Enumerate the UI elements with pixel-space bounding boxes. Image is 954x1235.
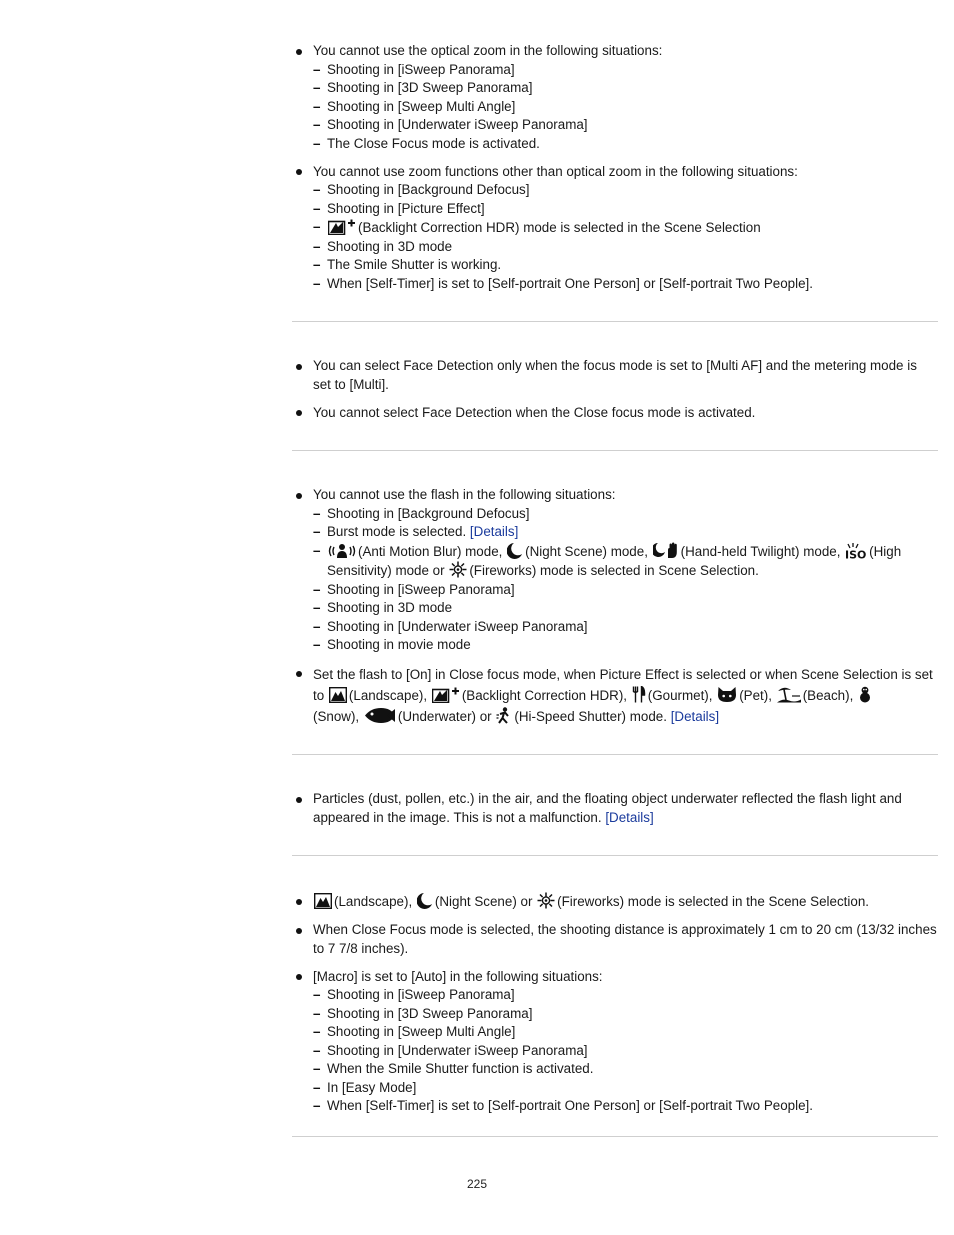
svg-text:ISO: ISO (845, 548, 867, 559)
item-text: Particles (dust, pollen, etc.) in the air, and the floating object underwater reflected the flash light and appeared in the image. This is not a malfunction. (313, 791, 902, 825)
item-text: Set the flash to [On] in Close focus mode, when Picture Effect is selected or when Scene Selection is set to (313, 667, 933, 703)
section-face-detection (292, 322, 938, 422)
sub-item: – Shooting in [Underwater iSweep Panorama] (313, 116, 938, 135)
hi-speed-shutter-icon (496, 707, 512, 724)
item-text: You cannot use the flash in the following situations: (313, 487, 616, 502)
sub-item: – Shooting in [iSweep Panorama] (313, 581, 938, 600)
snow-icon (858, 686, 872, 703)
night-scene-icon (507, 542, 523, 559)
divider (292, 1136, 938, 1137)
list-item (292, 892, 938, 912)
sub-item (313, 218, 938, 238)
sub-item: – Shooting in [3D Sweep Panorama] (313, 79, 938, 98)
anti-motion-blur-icon (328, 542, 356, 559)
sub-item-text: (Backlight Correction HDR) mode is selected in the Scene Selection (358, 220, 761, 235)
night-scene-icon (417, 892, 433, 909)
page-number: 225 (466, 1177, 488, 1191)
sub-item-text: (High Sensitivity) mode or (327, 543, 902, 578)
item-text: [Macro] is set to [Auto] in the following situations: (313, 968, 603, 984)
item-text: (Fireworks) mode is selected in the Scene Selection. (557, 894, 869, 909)
item-text: (Night Scene) or (434, 894, 533, 909)
pet-icon (717, 686, 737, 703)
item-text: (Underwater) or (397, 709, 492, 724)
list-item (292, 664, 938, 727)
item-text: (Landscape), (334, 894, 413, 909)
sub-item: – Shooting in 3D mode (313, 599, 938, 618)
sub-item: – Shooting in [Underwater iSweep Panorama] (313, 618, 938, 637)
sub-item: – Shooting in [Background Defocus] (313, 505, 938, 524)
underwater-icon (364, 707, 396, 724)
item-text: (Hi-Speed Shutter) mode. (514, 709, 667, 724)
details-link[interactable]: [Details] (469, 524, 519, 539)
details-link[interactable]: [Details] (670, 709, 720, 724)
list-item: When Close Focus mode is selected, the shooting distance is approximately 1 cm to 20 cm (13/32 inches to 7 7/8 inches). (292, 921, 938, 958)
sub-item: – Shooting in [Background Defocus] (313, 181, 938, 200)
sub-item: – Shooting in [iSweep Panorama] (313, 61, 938, 80)
sub-item: – Shooting in [Sweep Multi Angle] (313, 98, 938, 117)
sub-item-text: (Hand-held Twilight) mode, (680, 543, 841, 559)
section-zoom (292, 40, 938, 293)
sub-item-text: (Anti Motion Blur) mode, (358, 543, 503, 559)
backlight-hdr-icon (328, 218, 356, 235)
item-text: You cannot use zoom functions other than optical zoom in the following situations: (313, 163, 798, 179)
landscape-icon (329, 687, 347, 703)
sub-item-text: Burst mode is selected. (327, 524, 467, 539)
page-content (292, 40, 938, 1137)
sub-item: – When the Smile Shutter function is activated. (313, 1060, 938, 1079)
list-item (292, 42, 938, 153)
high-sensitivity-icon (845, 542, 867, 559)
item-text: (Gourmet), (647, 688, 713, 703)
sub-item: – Shooting in [Sweep Multi Angle] (313, 1023, 938, 1042)
sub-item: – When [Self-Timer] is set to [Self-portrait One Person] or [Self-portrait Two People]. (313, 275, 938, 294)
sub-item-text: (Night Scene) mode, (525, 543, 648, 559)
sub-item (313, 523, 938, 542)
section-particles (292, 755, 938, 827)
sub-item: – Shooting in [3D Sweep Panorama] (313, 1005, 938, 1024)
sub-item-text: (Fireworks) mode is selected in Scene Selection. (469, 563, 759, 578)
sub-item: – The Smile Shutter is working. (313, 256, 938, 275)
sub-item (313, 542, 938, 581)
backlight-hdr-icon (432, 686, 460, 703)
list-item: You cannot select Face Detection when the Close focus mode is activated. (292, 404, 938, 423)
handheld-twilight-icon (653, 542, 679, 559)
sub-item: – Shooting in [Picture Effect] (313, 200, 938, 219)
landscape-icon (314, 893, 332, 909)
list-item (292, 790, 938, 827)
item-text: (Backlight Correction HDR), (461, 688, 628, 703)
list-item (292, 486, 938, 655)
sub-item: – Shooting in movie mode (313, 636, 938, 655)
item-text: (Pet), (739, 688, 772, 703)
item-text: (Landscape), (348, 688, 428, 703)
sub-item: – The Close Focus mode is activated. (313, 135, 938, 154)
sub-item: – Shooting in [Underwater iSweep Panorama] (313, 1042, 938, 1061)
fireworks-icon (449, 561, 467, 578)
item-text: (Snow), (313, 709, 360, 724)
sub-item: – Shooting in [iSweep Panorama] (313, 986, 938, 1005)
item-text: You cannot use the optical zoom in the following situations: (313, 43, 663, 58)
list-item (292, 163, 938, 294)
beach-icon (777, 686, 801, 703)
section-flash (292, 451, 938, 727)
list-item: You can select Face Detection only when the focus mode is set to [Multi AF] and the metering mode is set to [Multi]. (292, 357, 938, 394)
section-macro (292, 856, 938, 1116)
gourmet-icon (632, 686, 646, 703)
sub-item: – When [Self-Timer] is set to [Self-portrait One Person] or [Self-portrait Two People]. (313, 1097, 938, 1116)
list-item (292, 968, 938, 1116)
fireworks-icon (537, 892, 555, 909)
sub-item: – Shooting in 3D mode (313, 238, 938, 257)
sub-item: – In [Easy Mode] (313, 1079, 938, 1098)
item-text: (Beach), (802, 688, 854, 703)
details-link[interactable]: [Details] (605, 809, 654, 825)
